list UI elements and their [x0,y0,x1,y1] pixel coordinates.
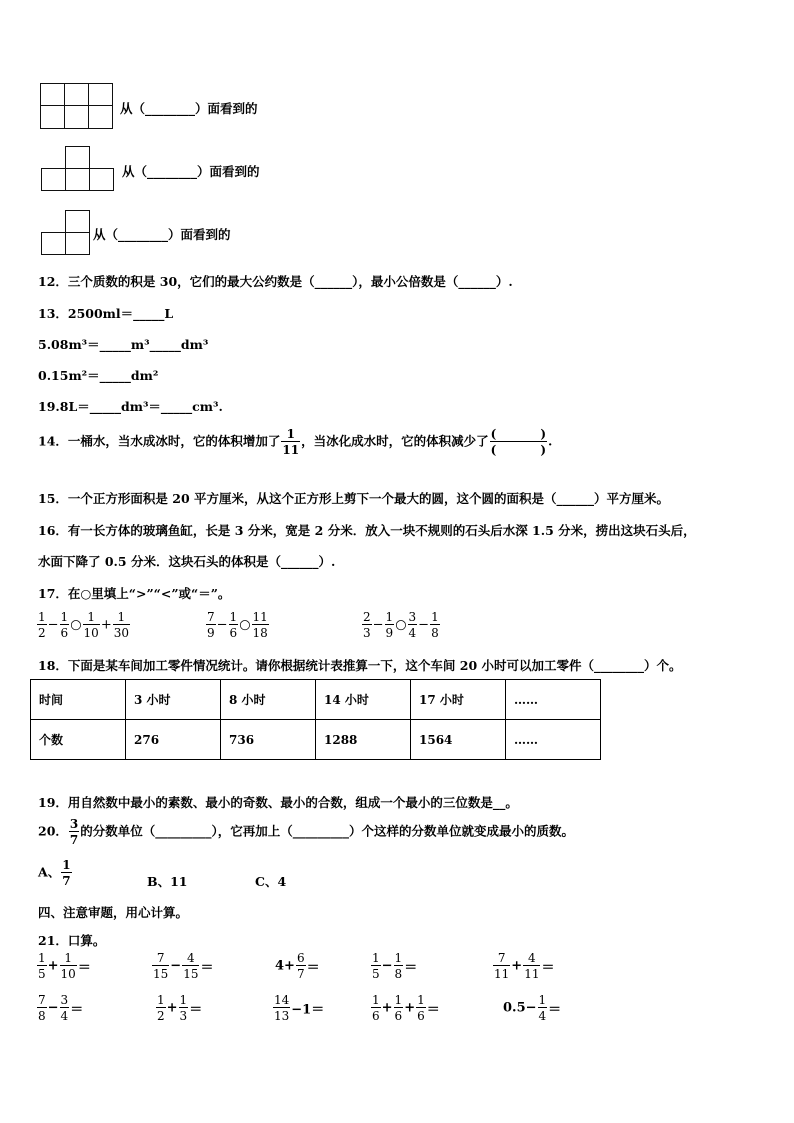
table-row [31,720,601,760]
fraction: $\frac{1}{6}$ [394,993,403,1023]
view-label-1: 从（________）面看到的 [120,101,258,116]
question-21-title: 21．口算。 [38,933,106,948]
operator: + [381,1000,393,1016]
question-19: 19．用自然数中最小的素数、最小的奇数、最小的合数，组成一个最小的三位数是__。 [38,795,518,810]
fraction: $\frac{1}{10}$ [83,610,99,640]
fraction: $\frac{6}{7}$ [296,951,305,981]
mental-math-item [492,952,554,980]
mental-math-item [155,994,202,1022]
fraction: $\frac{3}{4}$ [60,993,69,1023]
option-c: C、4 [255,874,287,889]
operator: + [166,1000,178,1016]
table-cell: 3 小时 [126,680,221,720]
statistics-table [30,679,601,760]
fraction: $\frac{1}{2}$ [38,610,46,640]
operator: ＝ [70,1002,84,1018]
table-cell: 1288 [316,720,411,760]
comparison-expression-1 [36,611,131,639]
fraction: $\frac{1}{8}$ [394,951,403,981]
fraction: $\frac{7}{15}$ [153,951,169,981]
fraction: $\frac{1}{3}$ [179,993,188,1023]
operator: ＝ [306,960,320,976]
operator: ○ [239,617,251,633]
table-cell: 1564 [411,720,506,760]
fraction: $\frac{4}{15}$ [183,951,199,981]
fraction: $\frac{7}{9}$ [207,610,215,640]
question-14-text: 14．一桶水，当水成冰时，它的体积增加了 [38,433,281,449]
question-12: 12．三个质数的积是 30，它们的最大公约数是（______），最小公倍数是（______）. [38,274,513,289]
fraction: $\frac{1}{30}$ [113,610,129,640]
question-13-line-1: 13．2500ml＝_____L [38,306,174,321]
question-16-line-1: 16．有一长方体的玻璃鱼缸，长是 3 分米，宽是 2 分米．放入一块不规则的石头后水深 1.5 分米，捞出这块石头后， [38,523,696,538]
fraction: $\frac{1}{6}$ [60,610,69,640]
option-b: B、11 [147,874,188,889]
fraction: $\frac{1}{5}$ [38,951,46,981]
fraction: $\frac{1}{8}$ [431,610,439,640]
fraction: $\frac{1}{4}$ [538,993,547,1023]
table-cell: …… [506,720,601,760]
operator: ＝ [404,960,418,976]
fraction: $\frac{7}{8}$ [38,993,46,1023]
question-17-title: 17．在○里填上“>”“<”或“＝”。 [38,586,231,601]
operator: + [47,958,59,974]
view-label-3: 从（________）面看到的 [93,227,231,242]
fraction: $\frac{1}{6}$ [372,993,380,1023]
fraction: $\frac{1}{6}$ [229,610,238,640]
question-18: 18．下面是某车间加工零件情况统计。请你根据统计表推算一下，这个车间 20 小时可以加工零件（________）个。 [38,658,682,673]
answer-fraction-blank[interactable]: $\frac{( )}{( )}$ [490,427,546,457]
fraction: $\frac{1}{11}$ [282,427,300,457]
fraction: $\frac{3}{4}$ [408,610,417,640]
operator: − [372,617,384,633]
table-row [31,680,601,720]
comparison-expression-3 [361,611,441,639]
question-16-line-2: 水面下降了 0.5 分米．这块石头的体积是（______）. [38,554,336,569]
operator: ＝ [77,960,91,976]
operator: ＝ [189,1002,203,1018]
table-cell: 736 [221,720,316,760]
operator: ＝ [548,1002,562,1018]
mental-math-item [503,994,561,1022]
fraction: $\frac{4}{11}$ [524,951,540,981]
table-cell: 14 小时 [316,680,411,720]
mental-math-item [370,994,440,1022]
fraction: $\frac{1}{10}$ [60,951,76,981]
fraction: $\frac{2}{3}$ [363,610,371,640]
operator: −1＝ [291,1002,325,1018]
table-cell: 17 小时 [411,680,506,720]
fraction: $\frac{11}{18}$ [252,610,268,640]
table-cell: 8 小时 [221,680,316,720]
question-13-line-2: 5.08m³＝_____m³_____dm³ [38,337,209,352]
operator: 0.5− [503,1000,537,1016]
question-13-line-4: 19.8L＝_____dm³＝_____cm³. [38,399,223,414]
fraction: $\frac{3}{7}$ [69,817,79,847]
operator: ＝ [200,960,214,976]
operator: ○ [395,617,407,633]
mental-math-item [151,952,213,980]
operator: ＝ [541,960,555,976]
question-14-text-2: ，当冰化成水时，它的体积减少了 [301,433,489,449]
question-13-line-3: 0.15m²＝_____dm² [38,368,159,383]
fraction: $\frac{7}{11}$ [494,951,510,981]
operator: ＝ [426,1002,440,1018]
question-14: 14．一桶水，当水成冰时，它的体积增加了 $\frac{1}{11}$ ，当冰化成水时，它的体积减少了 $\frac{( )}{( )}$ . [38,427,553,457]
table-cell: 时间 [31,680,126,720]
table-cell: 个数 [31,720,126,760]
question-15: 15．一个正方形面积是 20 平方厘米，从这个正方形上剪下一个最大的圆，这个圆的面积是（______）平方厘米。 [38,491,669,506]
fraction: $\frac{1}{5}$ [372,951,380,981]
operator: 4+ [275,958,295,974]
fraction: $\frac{1}{6}$ [417,993,425,1023]
mental-math-item [36,952,91,980]
fraction: $\frac{14}{13}$ [274,993,290,1023]
operator: + [511,958,523,974]
mental-math-item [36,994,83,1022]
fraction: $\frac{1}{2}$ [157,993,165,1023]
question-20: 20． $\frac{3}{7}$ 的分数单位（_________），它再加上（_________）个这样的分数单位就变成最小的质数。 [38,817,575,847]
operator: − [170,958,182,974]
operator: + [404,1000,416,1016]
comparison-expression-2 [205,611,270,639]
operator: − [216,617,228,633]
operator: ○ [70,617,82,633]
mental-math-item [272,994,324,1022]
operator: − [381,958,393,974]
view-label-2: 从（________）面看到的 [122,164,260,179]
mental-math-item [275,952,320,980]
operator: − [47,1000,59,1016]
fraction: $\frac{1}{9}$ [385,610,394,640]
operator: − [418,617,430,633]
operator: − [47,617,59,633]
option-a: A、 $\frac{1}{7}$ [38,858,71,888]
operator: + [100,617,112,633]
mental-math-item [370,952,417,980]
table-cell: …… [506,680,601,720]
table-cell: 276 [126,720,221,760]
section-heading: 四、注意审题，用心计算。 [38,905,189,920]
